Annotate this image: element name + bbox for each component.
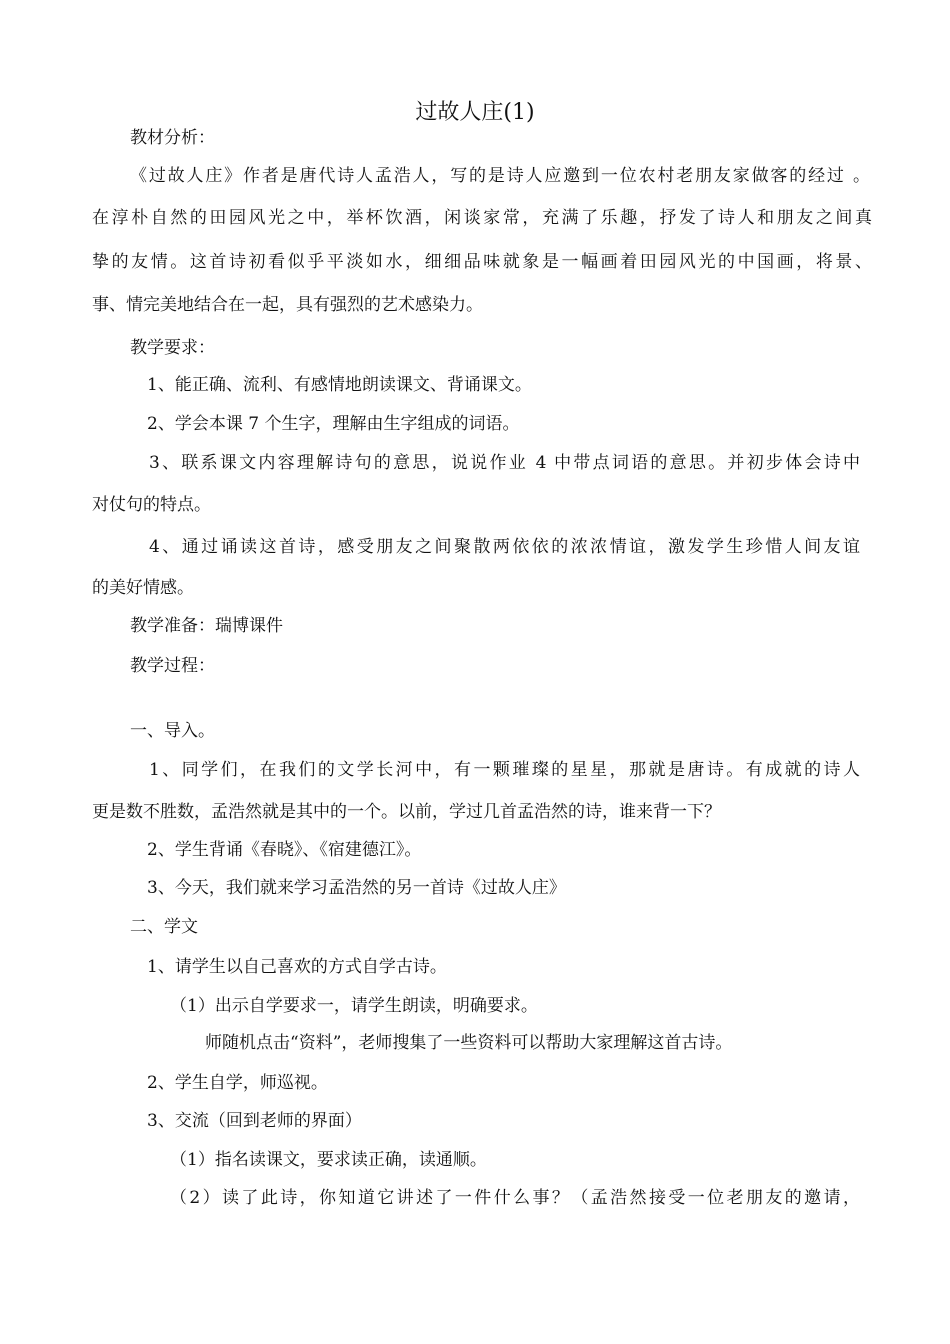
list-item-continuation: 对仗句的特点。 bbox=[92, 495, 211, 515]
paragraph-line: 挚的友情。这首诗初看似乎平淡如水，细细品味就象是一幅画着田园风光的中国画，将景、 bbox=[92, 252, 872, 272]
list-item: 2、学生背诵《春晓》、《宿建德江》。 bbox=[147, 840, 422, 860]
list-item: 3、今天，我们就来学习孟浩然的另一首诗《过故人庄》 bbox=[147, 878, 566, 898]
section-heading-material-analysis: 教材分析： bbox=[130, 128, 215, 148]
list-item: 1、请学生以自己喜欢的方式自学古诗。 bbox=[147, 957, 447, 977]
list-item: 1、能正确、流利、有感情地朗读课文、背诵课文。 bbox=[147, 375, 532, 395]
sub-list-item: （1）指名读课文，要求读正确，读通顺。 bbox=[170, 1150, 487, 1170]
list-item: 1、同学们，在我们的文学长河中，有一颗璀璨的星星，那就是唐诗。有成就的诗人 bbox=[149, 760, 860, 780]
step-heading: 一、导入。 bbox=[130, 721, 215, 741]
list-item: 2、学生自学，师巡视。 bbox=[147, 1073, 328, 1093]
paragraph-line: 在淳朴自然的田园风光之中，举杯饮酒，闲谈家常，充满了乐趣，抒发了诗人和朋友之间真 bbox=[92, 208, 872, 228]
document-title: 过故人庄(1) bbox=[415, 100, 535, 125]
section-heading-teaching-requirements: 教学要求： bbox=[130, 338, 215, 358]
section-heading-teaching-process: 教学过程： bbox=[130, 656, 215, 676]
paragraph-line: 事、情完美地结合在一起，具有强烈的艺术感染力。 bbox=[92, 295, 483, 315]
list-item-continuation: 更是数不胜数，孟浩然就是其中的一个。以前，学过几首孟浩然的诗，谁来背一下？ bbox=[92, 802, 721, 822]
section-heading-teaching-preparation: 教学准备：瑞博课件 bbox=[130, 616, 283, 636]
list-item: 3、联系课文内容理解诗句的意思，说说作业 4 中带点词语的意思。并初步体会诗中 bbox=[149, 453, 860, 473]
sub-list-item: （2）读了此诗，你知道它讲述了一件什么事？（孟浩然接受一位老朋友的邀请， bbox=[170, 1188, 860, 1208]
list-item-continuation: 的美好情感。 bbox=[92, 578, 194, 598]
step-heading: 二、学文 bbox=[130, 917, 198, 937]
list-item: 3、交流（回到老师的界面） bbox=[147, 1111, 362, 1131]
sub-list-note: 师随机点击“资料”，老师搜集了一些资料可以帮助大家理解这首古诗。 bbox=[205, 1033, 733, 1053]
sub-list-item: （1）出示自学要求一，请学生朗读，明确要求。 bbox=[170, 996, 538, 1016]
list-item: 2、学会本课 7 个生字，理解由生字组成的词语。 bbox=[147, 414, 520, 434]
list-item: 4、通过诵读这首诗，感受朋友之间聚散两依依的浓浓情谊，激发学生珍惜人间友谊 bbox=[149, 537, 860, 557]
paragraph-line: 《过故人庄》作者是唐代诗人孟浩人，写的是诗人应邀到一位农村老朋友家做客的经过 。 bbox=[130, 166, 870, 186]
